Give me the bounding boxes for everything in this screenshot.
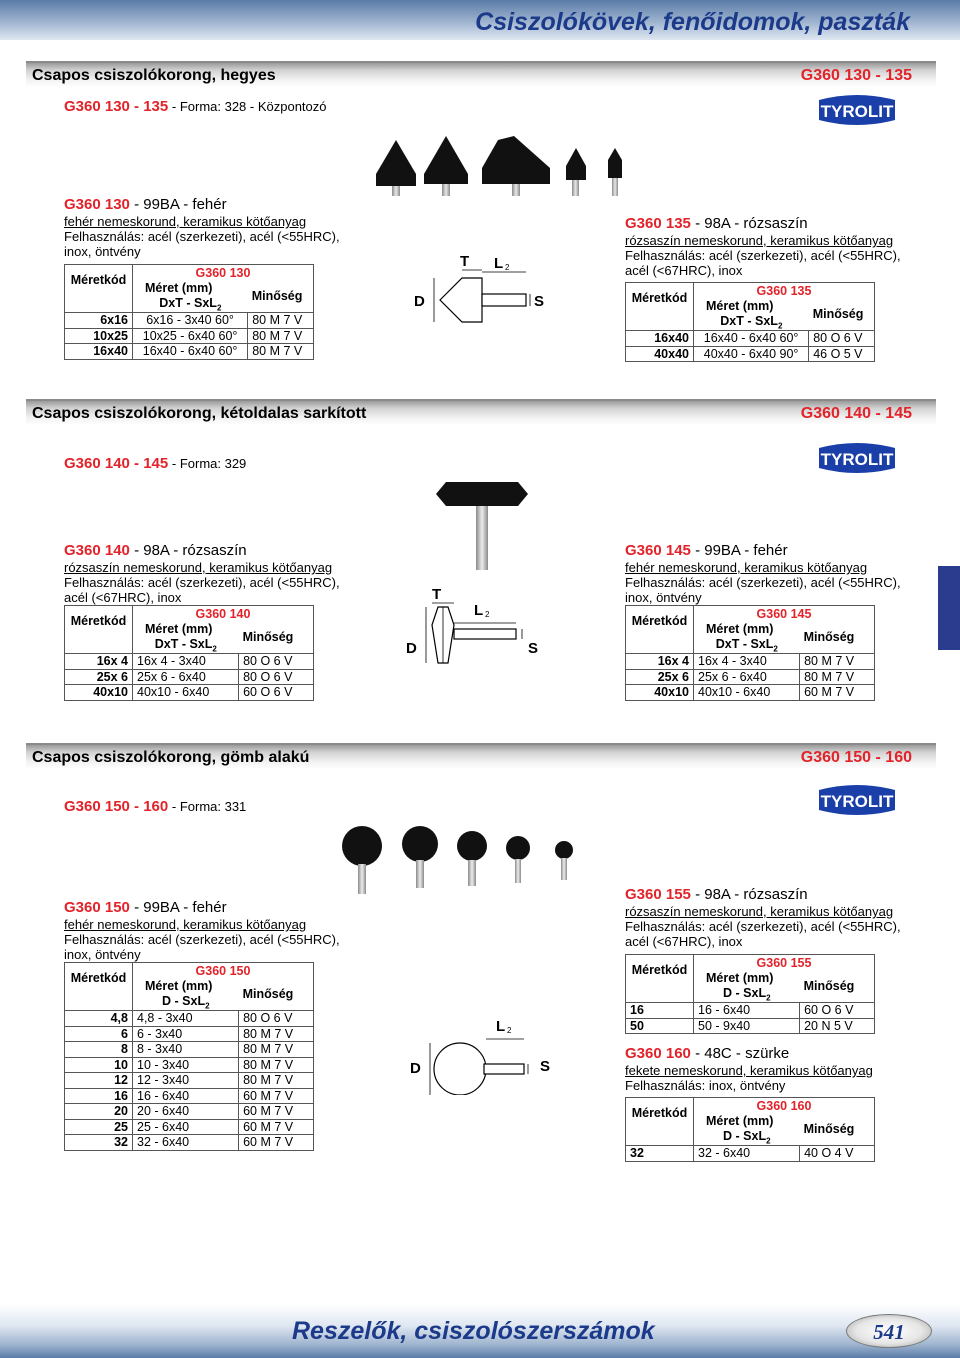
forma-text: - Forma: 328 - Központozó: [171, 99, 327, 114]
forma-text: - Forma: 331: [171, 799, 247, 814]
diagram-double-bevel: [404, 585, 554, 665]
desc-g360-140: G360 140 - 98A - rózsaszín rózsaszín nemeskorund, keramikus kötőanyag Felhasználás: acél (szerkezeti), acél (<55HRC), acél (<67HRC), inox: [64, 542, 340, 605]
section-code: G360 140 - 145: [800, 405, 912, 422]
svg-text:T: T: [460, 253, 470, 270]
svg-text:S: S: [540, 1058, 551, 1075]
svg-text:D: D: [410, 1060, 421, 1077]
forma-text: - Forma: 329: [171, 456, 247, 471]
desc-g360-135: G360 135 - 98A - rózsaszín rózsaszín nemeskorund, keramikus kötőanyag Felhasználás: acél (szerkezeti), acél (<55HRC), acél (<67HRC), inox: [625, 215, 901, 278]
section-header-1: [26, 61, 936, 87]
table-g360-130: Méretkód G360 130 Méret (mm) Minőség DxT - SxL$_2$ 6x16 6x16 - 3x40 60° 80 M 7 V 10x25 10x25 - 6x40 60° 80 M 7 V 16x40 16x40 - 6x40 60° 80 M 7 V: [64, 264, 314, 360]
footer-title: Reszelők, csiszolószerszámok: [292, 1317, 655, 1345]
page-number: 541: [846, 1314, 932, 1348]
svg-text:S: S: [534, 293, 545, 310]
svg-text:L: L: [474, 602, 484, 619]
desc-g360-155: G360 155 - 98A - rózsaszín rózsaszín nemeskorund, keramikus kötőanyag Felhasználás: acél (szerkezeti), acél (<55HRC), acél (<67HRC), inox: [625, 886, 901, 949]
table-g360-135: Méretkód G360 135 Méret (mm) Minőség DxT - SxL$_2$ 16x40 16x40 - 6x40 60° 80 O 6 V 40x40 40x40 - 6x40 90° 46 O 5 V: [625, 282, 875, 362]
svg-text:S: S: [528, 640, 539, 657]
table-g360-150: Méretkód G360 150 Méret (mm) Minőség D - SxL$_2$ 4,8 4,8 - 3x40 80 O 6 V 6 6 - 3x40 80 M 7 V 8 8 - 3x40 80 M 7 V 10 10 - 3x40 80 M 7 V 12 12 - 3x40 80 M 7 V 16 16 - 6x40 60 M 7 V 20 20 - 6x40 60 M 7 V 25 25 - 6x40 60 M 7 V 32 32 - 6x40 60 M 7 V: [64, 962, 314, 1151]
diagram-ball: [408, 1005, 558, 1095]
table-g360-155: Méretkód G360 155 Méret (mm) Minőség D - SxL$_2$ 16 16 - 6x40 60 O 6 V 50 50 - 9x40 20 N 5 V: [625, 954, 875, 1034]
section-header-2: [26, 399, 936, 425]
section-title: Csapos csiszolókorong, hegyes: [32, 67, 276, 84]
desc-g360-130: G360 130 - 99BA - fehér fehér nemeskorund, keramikus kötőanyag Felhasználás: acél (szerkezeti), acél (<55HRC), inox, öntvény: [64, 196, 340, 259]
product-images-pointed: [372, 136, 634, 196]
svg-text:TYROLIT: TYROLIT: [820, 450, 894, 469]
svg-text:D: D: [414, 293, 425, 310]
forma-line: [64, 98, 327, 115]
side-tab: [938, 566, 960, 650]
svg-text:TYROLIT: TYROLIT: [820, 792, 894, 811]
svg-text:2: 2: [505, 263, 510, 272]
section-header-3: [26, 743, 936, 769]
forma-line: [64, 798, 246, 815]
forma-code: G360 150 - 160: [64, 798, 169, 815]
table-g360-160: Méretkód G360 160 Méret (mm) Minőség D - SxL$_2$ 32 32 - 6x40 40 O 4 V: [625, 1097, 875, 1162]
svg-text:T: T: [432, 586, 442, 603]
page-title: Csiszolókövek, fenőidomok, paszták: [475, 8, 910, 36]
svg-text:L: L: [494, 255, 504, 272]
section-code: G360 150 - 160: [800, 749, 912, 766]
diagram-pointed: [412, 250, 552, 330]
table-g360-145: Méretkód G360 145 Méret (mm) Minőség DxT - SxL$_2$ 16x 4 16x 4 - 3x40 80 M 7 V 25x 6 25x 6 - 6x40 80 M 7 V 40x10 40x10 - 6x40 60 M 7 V: [625, 605, 875, 701]
forma-line: [64, 455, 246, 472]
product-images-ball: [340, 824, 590, 894]
svg-text:TYROLIT: TYROLIT: [820, 102, 894, 121]
forma-code: G360 140 - 145: [64, 455, 169, 472]
table-g360-140: Méretkód G360 140 Méret (mm) Minőség DxT - SxL$_2$ 16x 4 16x 4 - 3x40 80 O 6 V 25x 6 25x 6 - 6x40 80 O 6 V 40x10 40x10 - 6x40 60 O 6 V: [64, 605, 314, 701]
desc-g360-145: G360 145 - 99BA - fehér fehér nemeskorund, keramikus kötőanyag Felhasználás: acél (szerkezeti), acél (<55HRC), inox, öntvény: [625, 542, 901, 605]
tyrolit-logo-icon: [815, 782, 899, 818]
desc-g360-160: G360 160 - 48C - szürke fekete nemeskorund, keramikus kötőanyag Felhasználás: inox, öntvény: [625, 1045, 873, 1093]
tyrolit-logo-icon: [815, 440, 899, 476]
forma-code: G360 130 - 135: [64, 98, 169, 115]
section-code: G360 130 - 135: [800, 67, 912, 84]
desc-g360-150: G360 150 - 99BA - fehér fehér nemeskorund, keramikus kötőanyag Felhasználás: acél (szerkezeti), acél (<55HRC), inox, öntvény: [64, 899, 340, 962]
svg-text:D: D: [406, 640, 417, 657]
tyrolit-logo-icon: [815, 92, 899, 128]
section-title: Csapos csiszolókorong, kétoldalas sarkított: [32, 405, 367, 422]
product-image-double-bevel: [436, 480, 528, 570]
svg-text:L: L: [496, 1018, 506, 1035]
section-title: Csapos csiszolókorong, gömb alakú: [32, 749, 310, 766]
svg-text:2: 2: [485, 610, 490, 619]
svg-text:2: 2: [507, 1026, 512, 1035]
